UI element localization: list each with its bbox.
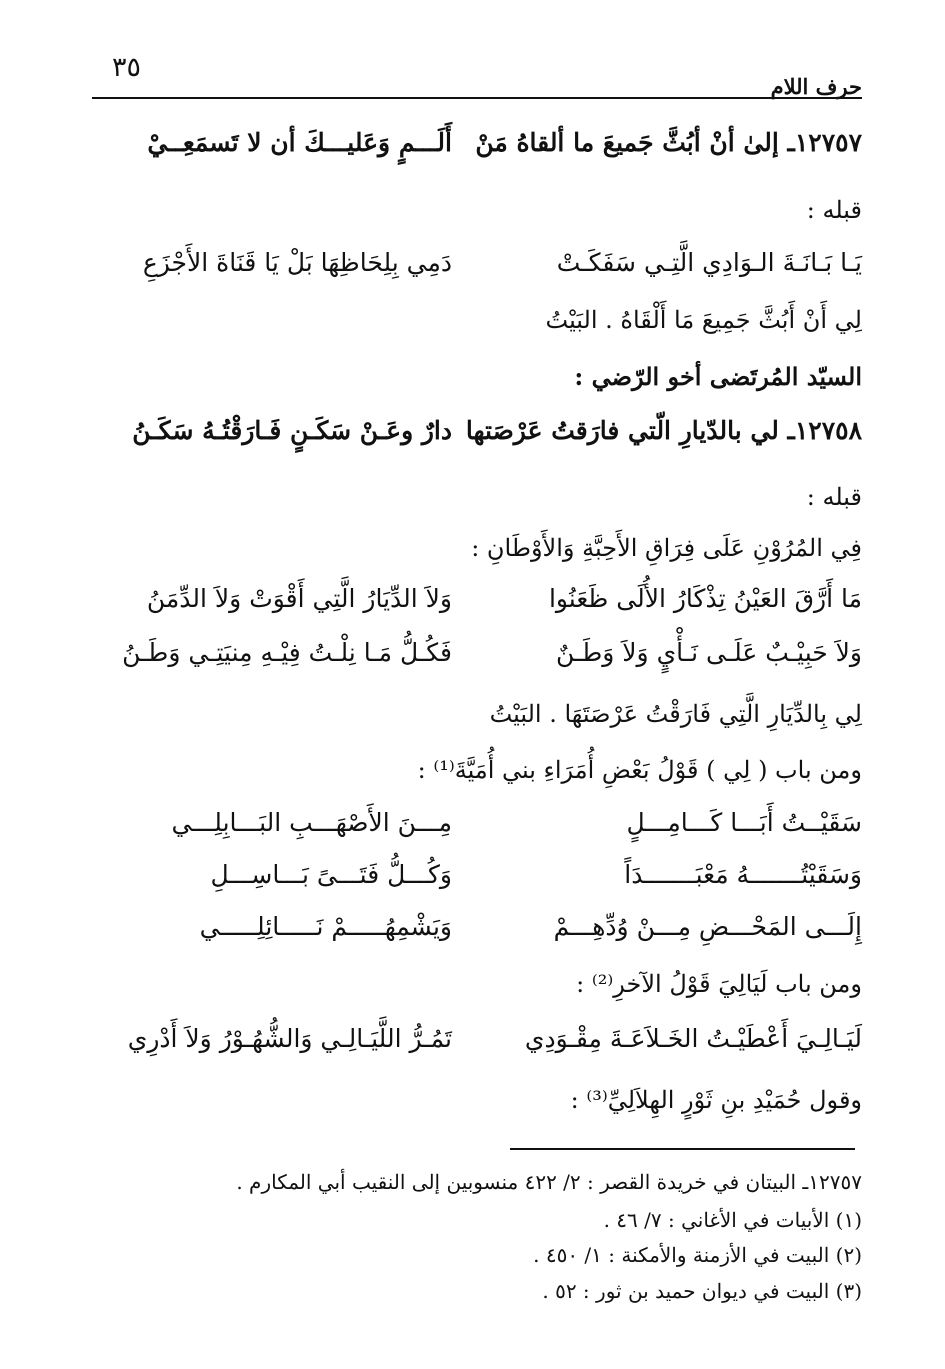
verse-first-hemistich: إِلَـــى المَحْـــضِ مِـــنْ وُدِّهِـــمْ xyxy=(553,912,862,941)
verse-second-hemistich: فَكُـلُّ مَـا نِلْـتُ فِيْـهِ مِنيَتِـي وَطَـنُ xyxy=(122,638,452,667)
footnote: ١٢٧٥٧ـ البيتان في خريدة القصر : ٢/ ٤٢٢ منسوبين إلى النقيب أبي المكارم . xyxy=(236,1170,862,1194)
section-intro: وقول حُمَيْدِ بنِ ثَوْرٍ الهِلاَلِيِّ⁽³⁾ : xyxy=(570,1086,862,1114)
running-head: حرف اللام xyxy=(770,74,862,99)
verse-5 xyxy=(100,860,862,902)
verse-continuation: لِي أَنْ أَبُثَّ جَمِيعَ مَا أَلْقَاهُ . البَيْتُ xyxy=(545,306,862,334)
verse-second-hemistich: وَلاَ الدِّيَارُ الَّتِي أَقْوَتْ وَلاَ الدِّمَنُ xyxy=(146,584,452,613)
verse-first-hemistich: يَـا بَـانَـةَ الـوَادِي الَّتِـي سَفَكَـتْ xyxy=(556,248,862,277)
section-intro: ومن باب لَيَالِيَ قَوْلُ الآخرِ⁽²⁾ : xyxy=(576,970,862,998)
verse-first-hemistich: مَا أَرَّقَ العَيْنُ تِذْكَارُ الأُلَى ظَعَنُوا xyxy=(548,584,862,613)
page-number: ٣٥ xyxy=(112,52,142,83)
verse-second-hemistich: تَمُـرُّ اللَّيَـالِـي وَالشُّهُـوْرُ وَلاَ أَدْرِي xyxy=(127,1024,452,1053)
verse-second-hemistich: وَكُـــلُّ فَتَـــىً بَـــاسِـــلِ xyxy=(210,860,452,889)
verse-1 xyxy=(100,248,862,290)
verse-second-hemistich: دَمِي بِلِحَاظِهَا بَلْ يَا قَنَاةَ الأَجْزَعِ xyxy=(142,248,452,277)
poet-attribution: السيّد المُرتَضى أخو الرّضي : xyxy=(574,362,862,391)
verse-7 xyxy=(100,1024,862,1066)
verse-3 xyxy=(100,638,862,680)
verse-first-hemistich: ١٢٧٥٨ـ لي بالدّيارِ الّتي فارَقتُ عَرْصَتها xyxy=(465,416,862,445)
verse-first-hemistich: وَلاَ حَبِيْـبٌ عَلَـى نَـأْيٍ وَلاَ وَطَـنٌ xyxy=(556,638,862,667)
header-rule xyxy=(92,97,862,99)
verse-second-hemistich: دارٌ وعَـنْ سَكَـنٍ فَـارَقْتُـهُ سَكَـنُ xyxy=(132,416,452,445)
qablahu-label: قبله : xyxy=(806,483,862,511)
verse-first-hemistich: لَيَـالِـيَ أَعْطَيْـتُ الخَـلاَعَـةَ مِقْـوَدِي xyxy=(524,1024,862,1053)
page-header xyxy=(92,48,862,98)
verse-first-hemistich: وَسَقَيْتُـــــــهُ مَعْبَـــــــدَاً xyxy=(624,860,862,889)
footnote: (٢) البيت في الأزمنة والأمكنة : ١/ ٤٥٠ . xyxy=(533,1243,862,1267)
footnote-rule xyxy=(510,1148,855,1150)
section-intro: ومن باب ( لِي ) قَوْلُ بَعْضِ أُمَرَاءِ بني أُمَيَّةَ⁽¹⁾ : xyxy=(417,756,862,784)
verse-6 xyxy=(100,912,862,954)
qablahu-label: قبله : xyxy=(806,196,862,224)
verse-first-hemistich: سَقَيْــتُ أَبَـــا كَـــامِـــلٍ xyxy=(626,808,862,837)
entry-12757-verse xyxy=(100,128,862,170)
verse-4 xyxy=(100,808,862,850)
verse-second-hemistich: أَلَـــمٍ وَعَليـــكَ أن لا تَسمَعِــيْ xyxy=(147,128,452,157)
footnote: (١) الأبيات في الأغاني : ٧/ ٤٦ . xyxy=(603,1208,862,1232)
verse-second-hemistich: وَيَشْمِهُـــــمْ نَـــــائِلِـــــي xyxy=(199,912,452,941)
verse-2 xyxy=(100,584,862,626)
footnote: (٣) البيت في ديوان حميد بن ثور : ٥٢ . xyxy=(542,1279,862,1303)
entry-12758-verse xyxy=(100,416,862,458)
section-intro: فِي المُرُوْنِ عَلَى فِرَاقِ الأَحِبَّةِ وَالأَوْطَانِ : xyxy=(471,534,862,562)
verse-continuation: لِي بِالدِّيَارِ الَّتِي فَارَقْتُ عَرْصَتَهَا . البَيْتُ xyxy=(489,700,862,728)
verse-first-hemistich: ١٢٧٥٧ـ إلىٰ أنْ أبُثَّ جَميعَ ما ألقاهُ مَنْ xyxy=(475,128,862,157)
verse-second-hemistich: مِـــنَ الأَصْهَـــبِ البَـــابِلِـــي xyxy=(171,808,452,837)
